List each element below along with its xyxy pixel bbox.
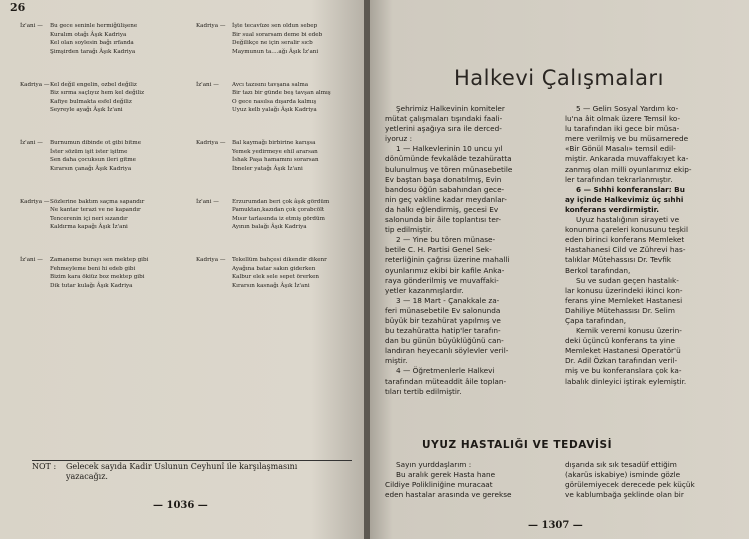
poem-line: Kafiye bulmakta esfel değiliz <box>50 98 132 105</box>
poem-stanza <box>196 81 331 115</box>
poem-line: İster sözüm işit ister işitme <box>50 148 128 155</box>
text-line: dışarıda sık sık tesadüf ettiğim <box>565 460 677 469</box>
text-line: konferans verdirmiştir. <box>565 204 659 214</box>
speaker-label: Kadriya — <box>20 81 50 88</box>
text-line: ferans yine Memleket Hastanesi <box>565 295 683 305</box>
poem-stanza <box>196 22 322 56</box>
text-line: Çapa tarafından, <box>565 315 627 325</box>
poem-line: Dik tutar kulağı Âşık Kadriya <box>50 282 133 289</box>
text-line: salonunda bir âile toplantısı ter- <box>385 215 502 225</box>
footnote-label: NOT : <box>32 462 57 471</box>
poem-stanza <box>196 139 319 173</box>
text-line: ve kablumbağa şeklinde olan bir <box>565 490 684 500</box>
text-line: mütat çalışmaları tışındaki faali- <box>385 114 503 124</box>
poem-line: Erzurumdan beri çok âşık gördüm <box>232 198 330 205</box>
text-line: eden birinci konferans Memleket <box>565 235 685 245</box>
poem-line: Uyuz kelb yalağı Âşık Kadriya <box>232 107 317 114</box>
text-line: raya gönderilmiş ve muvaffaki- <box>385 275 499 285</box>
poem-line: Yemek yedirmeye ehil ararsan <box>232 148 318 155</box>
page-number-bottom-left: — 1036 — <box>153 500 208 511</box>
text-line: Dr. Adil Özkan tarafından veril- <box>565 356 678 366</box>
page-number-top: 26 <box>10 1 26 14</box>
text-line: görülemiyecek derecede pek küçük <box>565 480 695 490</box>
text-line: (akarüs iskabiye) isminde gözle <box>565 470 681 480</box>
indent-spacer <box>196 265 232 274</box>
poem-line: Bu gece seninle hermiğülişene <box>50 23 138 29</box>
indent-spacer <box>196 206 232 215</box>
poem-line: Bal kaymağı birbirine karışsa <box>232 140 316 146</box>
text-line: Kemik veremi konusu üzerin- <box>576 326 682 336</box>
text-line: betile C. H. Partisi Genel Sek- <box>385 245 492 255</box>
section-column-left <box>385 460 550 500</box>
poem-line: Kaldırma kapağı Âşık İz'ani <box>50 224 128 231</box>
poem-line: Fehmeyleme beni hi edeb gibi <box>50 265 136 272</box>
text-line: 5 — Gelirı Sosyal Yardım ko- <box>576 104 679 113</box>
indent-spacer <box>196 48 232 57</box>
poem-line: Kel değil engelin, ozbel değiliz <box>50 81 137 88</box>
text-line: iyoruz : <box>385 134 413 144</box>
poem-line: Maymunun ta....ağı Âşık İz'ani <box>232 48 319 55</box>
text-line: 4 — Öğretmenlerle Halkevi <box>396 366 495 376</box>
poem-line: Avcı tazısını tavşana salma <box>232 81 309 88</box>
poem-line: İşte tecavüze sen oldun sebep <box>232 23 318 29</box>
indent-spacer <box>20 215 50 224</box>
poem-line: Pamuktan,kazıdan çok çorabcölt <box>232 207 325 214</box>
text-line: Sayın yurddaşlarım : <box>396 460 472 469</box>
poem-line: Mısır tarlasında iz etmiş gördüm <box>232 215 325 222</box>
poem-line: Burnumun dibinde ot gibi bitme <box>50 140 142 146</box>
text-line: reterliğinin çağrısı üzerine mahalli <box>385 255 510 265</box>
text-line: miştir. Ankarada muvaffakıyet ka- <box>565 154 689 164</box>
poem-line: Kırarsın kasnağı Âşık İz'ani <box>232 282 310 289</box>
speaker-label: İz'ani — <box>196 198 219 205</box>
speaker-label: İz'ani — <box>196 81 219 88</box>
indent-spacer <box>196 106 232 115</box>
indent-spacer <box>196 282 232 291</box>
indent-spacer <box>20 282 50 291</box>
poem-line: Biz sırma saçlıyız hem kel değiliz <box>50 90 145 97</box>
text-line: Hastahanesi Cild ve Zührevi has- <box>565 245 686 255</box>
text-line: deki üçüncü konferans ta yine <box>565 336 675 346</box>
text-line: yetler kazanmışlardır. <box>385 285 464 295</box>
article-column-left <box>385 104 545 397</box>
text-line: Uyuz hastalığının sirayeti ve <box>576 215 680 225</box>
indent-spacer <box>196 31 232 40</box>
text-line: lu tarafından iki gece bir müsa- <box>565 124 680 134</box>
text-line: Bu aralık gerek Hasta hane <box>396 470 496 480</box>
text-line: 6 — Sıhhi konferanslar: Bu <box>576 184 685 194</box>
indent-spacer <box>196 89 232 98</box>
poem-stanza <box>20 198 144 232</box>
speaker-label: Kadriya — <box>196 257 226 263</box>
indent-spacer <box>20 31 50 40</box>
text-line: tıları tertib edilmiştir. <box>385 386 462 396</box>
poem-line: Seyreyle ayağı Âşık İz'ani <box>50 107 123 114</box>
poem-line: Zamaneme burayı sen mektep gibi <box>50 257 149 263</box>
text-line: Şehrimiz Halkevinin komiteler <box>396 104 505 113</box>
text-line: 1 — Halkevlerinin 10 uncu yıl <box>396 144 503 154</box>
text-line: eden hastalar arasında ve gerekse <box>385 490 512 500</box>
poem-line: Kırarsın çanağı Âşık Kadriya <box>50 165 132 172</box>
poem-line: İshak Paşa hamamını sorarsan <box>232 157 319 164</box>
speaker-label: Kadriya — <box>196 23 226 29</box>
text-line: dan bu günün büyüklüğünü can- <box>385 336 504 346</box>
poem-line: Ayağına batar sakın giderken <box>232 265 316 272</box>
poem-line: Sözlerine baktım saçma sapandır <box>50 198 145 205</box>
text-line: tip edilmiştir. <box>385 225 433 235</box>
indent-spacer <box>20 89 50 98</box>
indent-spacer <box>196 273 232 282</box>
text-line: yetlerini aşağıya sıra ile derced- <box>385 124 502 134</box>
poem-stanza <box>196 256 327 290</box>
text-line: bulunulmuş ve tören münasebetile <box>385 164 513 174</box>
text-line: talıklar Mütehassısı Dr. Tevfik <box>565 255 672 265</box>
text-line: Berkol tarafından, <box>565 265 631 275</box>
speaker-label: İz'ani — <box>20 140 43 146</box>
text-line: da halkı eğlendirmiş, gecesi Ev <box>385 204 499 214</box>
text-line: Ev baştan başa donatılmış, Evin <box>385 174 502 184</box>
poem-stanza <box>196 198 329 232</box>
speaker-label: Kadriya — <box>196 140 226 146</box>
poem-line: Kalbur elek sele sepet örerken <box>232 274 320 281</box>
text-line: lar konusu üzerindeki ikinci kon- <box>565 285 683 295</box>
text-line: bandosu öğün sabahından gece- <box>385 184 505 194</box>
text-line: «Bir Gönül Masalı» temsil edil- <box>565 144 676 154</box>
poem-stanza <box>20 81 144 115</box>
text-line: 3 — 18 Mart - Çanakkale za- <box>396 295 500 305</box>
section-column-right <box>565 460 737 500</box>
indent-spacer <box>20 223 50 232</box>
text-line: mere verilmiş ve bu müsamerede <box>565 134 689 144</box>
text-line: labalık dinleyici iştirak eylemiştir. <box>565 376 687 386</box>
text-line: landıran heyecanlı söylevler veril- <box>385 346 509 356</box>
poem-line: Kel olan soylesin bağı ırfanda <box>50 40 134 47</box>
poem-line: Bir tazı bir günde beş tavşan almış <box>232 90 331 97</box>
text-line: Dahiliye Mütehassısı Dr. Selim <box>565 305 675 315</box>
text-line: Memleket Hastanesi Operatör'ü <box>565 346 681 356</box>
indent-spacer <box>20 39 50 48</box>
text-line: bu tezahüratta hatip'ler tarafın- <box>385 326 501 336</box>
text-line: Su ve sudan geçen hastalık- <box>576 275 679 285</box>
left-page <box>0 0 366 539</box>
indent-spacer <box>20 98 50 107</box>
text-line: nin geç vakline kadar meydanlar- <box>385 194 507 204</box>
speaker-label: Kadriya — <box>20 198 50 205</box>
poem-line: Ne kantar terazi ve ne kapandır <box>50 207 141 214</box>
text-line: konunma çareleri konusunu teşkil <box>565 225 688 235</box>
indent-spacer <box>20 156 50 165</box>
indent-spacer <box>20 48 50 57</box>
poem-line: Ayının balağı Âşık Kadriya <box>232 224 307 231</box>
text-line: ler tarafından tekrarlanmıştır. <box>565 174 673 184</box>
poem-line: Tekellüm bahçesi dikendir dikenr <box>232 257 327 263</box>
text-line: ay içinde Halkevimiz üç sıhhi <box>565 194 684 204</box>
section-subtitle: UYUZ HASTALIĞI VE TEDAVİSİ <box>422 439 613 451</box>
poem-line: O gece nasılsa dışarda kalmış <box>232 98 317 105</box>
text-line: miştir. <box>385 356 408 366</box>
text-line: dönümünde fevkalâde tezahüratta <box>385 154 512 164</box>
footnote-line: yazacağız. <box>66 472 108 481</box>
article-column-right <box>565 104 737 387</box>
speaker-label: İz'ani — <box>20 257 43 263</box>
text-line: miş ve bu konferanslara çok ka- <box>565 366 682 376</box>
indent-spacer <box>20 106 50 115</box>
poem-line: Değilikçe ne için seralir sıcb <box>232 40 313 47</box>
poem-line: Şimşirden tarağı Âşık Kadriya <box>50 48 136 55</box>
indent-spacer <box>196 223 232 232</box>
poem-stanza <box>20 139 141 173</box>
text-line: feri münasebetile Ev salonunda <box>385 305 501 315</box>
text-line: zanmış olan milli oyunlarımız ekip- <box>565 164 692 174</box>
indent-spacer <box>20 165 50 174</box>
right-page <box>370 0 749 539</box>
poem-line: Sen daha çocuksun ileri gitme <box>50 157 136 164</box>
poem-stanza <box>20 22 137 56</box>
poem-line: Bizim kara ökiüz boz mektep gibi <box>50 274 145 281</box>
indent-spacer <box>196 39 232 48</box>
text-line: lu'na âit olmak üzere Temsil ko- <box>565 114 681 124</box>
text-line: büyük bir tezahürat yapılmış ve <box>385 315 501 325</box>
footnote <box>32 460 352 482</box>
indent-spacer <box>20 273 50 282</box>
indent-spacer <box>20 206 50 215</box>
poem-line: Tencerenin içi neri sızandır <box>50 215 128 222</box>
indent-spacer <box>196 165 232 174</box>
poem-line: Kuralım otağı Âşık Kadriya <box>50 31 127 38</box>
speaker-label: İz'ani — <box>20 23 43 29</box>
indent-spacer <box>196 148 232 157</box>
footnote-line: Gelecek sayıda Kadir Uslunun Ceyhunî ile karşılaşmasını <box>66 462 298 471</box>
poem-stanza <box>20 256 148 290</box>
text-line: oyunlarımız ekibi bir kafile Anka- <box>385 265 505 275</box>
poem-line: İbneler yatağı Âşık İz'ani <box>232 165 303 172</box>
page-number-bottom-right: — 1307 — <box>528 520 583 531</box>
poem-line: Bir sual sorarsam deme bi edeb <box>232 31 323 38</box>
article-title: Halkevi Çalışmaları <box>454 66 664 90</box>
text-line: Cildiye Polikliniğine muracaat <box>385 480 493 490</box>
indent-spacer <box>196 98 232 107</box>
text-line: 2 — Yine bu tören münase- <box>396 235 496 245</box>
indent-spacer <box>196 215 232 224</box>
indent-spacer <box>196 156 232 165</box>
text-line: tarafından müteaddit âile toplan- <box>385 376 507 386</box>
indent-spacer <box>20 148 50 157</box>
indent-spacer <box>20 265 50 274</box>
